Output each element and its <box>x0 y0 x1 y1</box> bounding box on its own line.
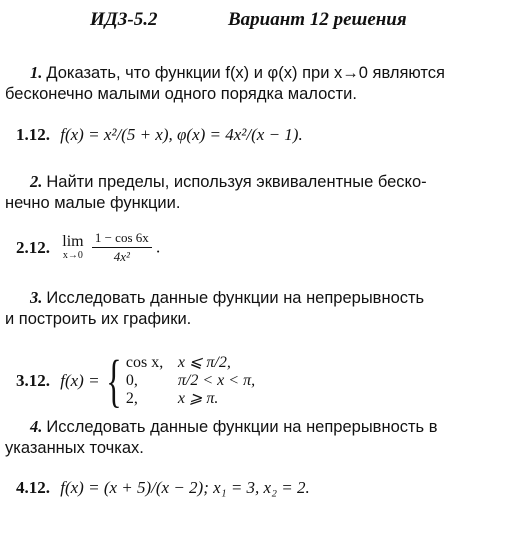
task-3-instruction <box>0 287 527 330</box>
problem-3-12 <box>16 348 256 413</box>
task-number: 3. <box>30 288 43 307</box>
task-text-line-1: Найти пределы, используя эквивалентные беско- <box>46 173 427 191</box>
function-lhs: f(x) = <box>60 371 100 390</box>
case-value: 2, <box>125 390 138 407</box>
case-condition: x ⩽ π/2, <box>177 354 231 371</box>
task-4-instruction <box>0 416 527 459</box>
case-row <box>126 372 255 390</box>
problem-expression: f(x) = x²/(5 + x), φ(x) = 4x²/(x − 1). <box>60 125 303 144</box>
limit-fraction <box>92 230 152 265</box>
problem-label: 2.12. <box>16 237 50 257</box>
document-header <box>0 9 527 35</box>
problem-4-12 <box>16 478 310 498</box>
problem-1-12 <box>16 125 303 145</box>
case-condition: π/2 < x < π, <box>177 372 256 389</box>
assignment-code: ИДЗ-5.2 <box>90 9 158 30</box>
lim-word: lim <box>62 233 84 250</box>
piecewise-cases <box>126 354 255 408</box>
limit-operator <box>62 234 83 261</box>
task-number: 1. <box>30 63 43 82</box>
task-text-line-2: нечно малые функции. <box>5 194 181 212</box>
problem-expression: f(x) = (x + 5)/(x − 2); x₁ = 3, x₂ = 2. <box>60 478 310 497</box>
problem-tail: . <box>156 237 161 257</box>
case-row <box>126 354 255 372</box>
case-condition: x ⩾ π. <box>177 390 219 407</box>
fraction-numerator: 1 − cos 6x <box>92 230 152 248</box>
problem-label: 3.12. <box>16 371 50 390</box>
case-row <box>126 390 255 408</box>
problem-label: 4.12. <box>16 478 50 497</box>
task-text-line-1: Исследовать данные функции на непрерывность <box>46 289 425 307</box>
task-number: 4. <box>30 417 43 436</box>
task-2-instruction <box>0 171 527 214</box>
task-number: 2. <box>30 172 43 191</box>
task-1-instruction <box>0 62 527 105</box>
case-value: cos x, <box>125 354 164 371</box>
left-brace: { <box>106 348 122 413</box>
problem-label: 1.12. <box>16 125 50 144</box>
task-text-line-2: указанных точках. <box>5 439 144 457</box>
task-text-line-1: Доказать, что функции f(x) и φ(x) при x→0 являются <box>46 64 445 82</box>
lim-subscript: x→0 <box>62 250 83 261</box>
case-value: 0, <box>125 372 138 389</box>
problem-2-12 <box>16 230 160 265</box>
task-text-line-2: бесконечно малыми одного порядка малости. <box>5 85 357 103</box>
fraction-denominator: 4x² <box>113 249 130 264</box>
task-text-line-1: Исследовать данные функции на непрерывность в <box>46 418 438 436</box>
variant-title: Вариант 12 решения <box>228 9 407 30</box>
task-text-line-2: и построить их графики. <box>5 310 192 328</box>
